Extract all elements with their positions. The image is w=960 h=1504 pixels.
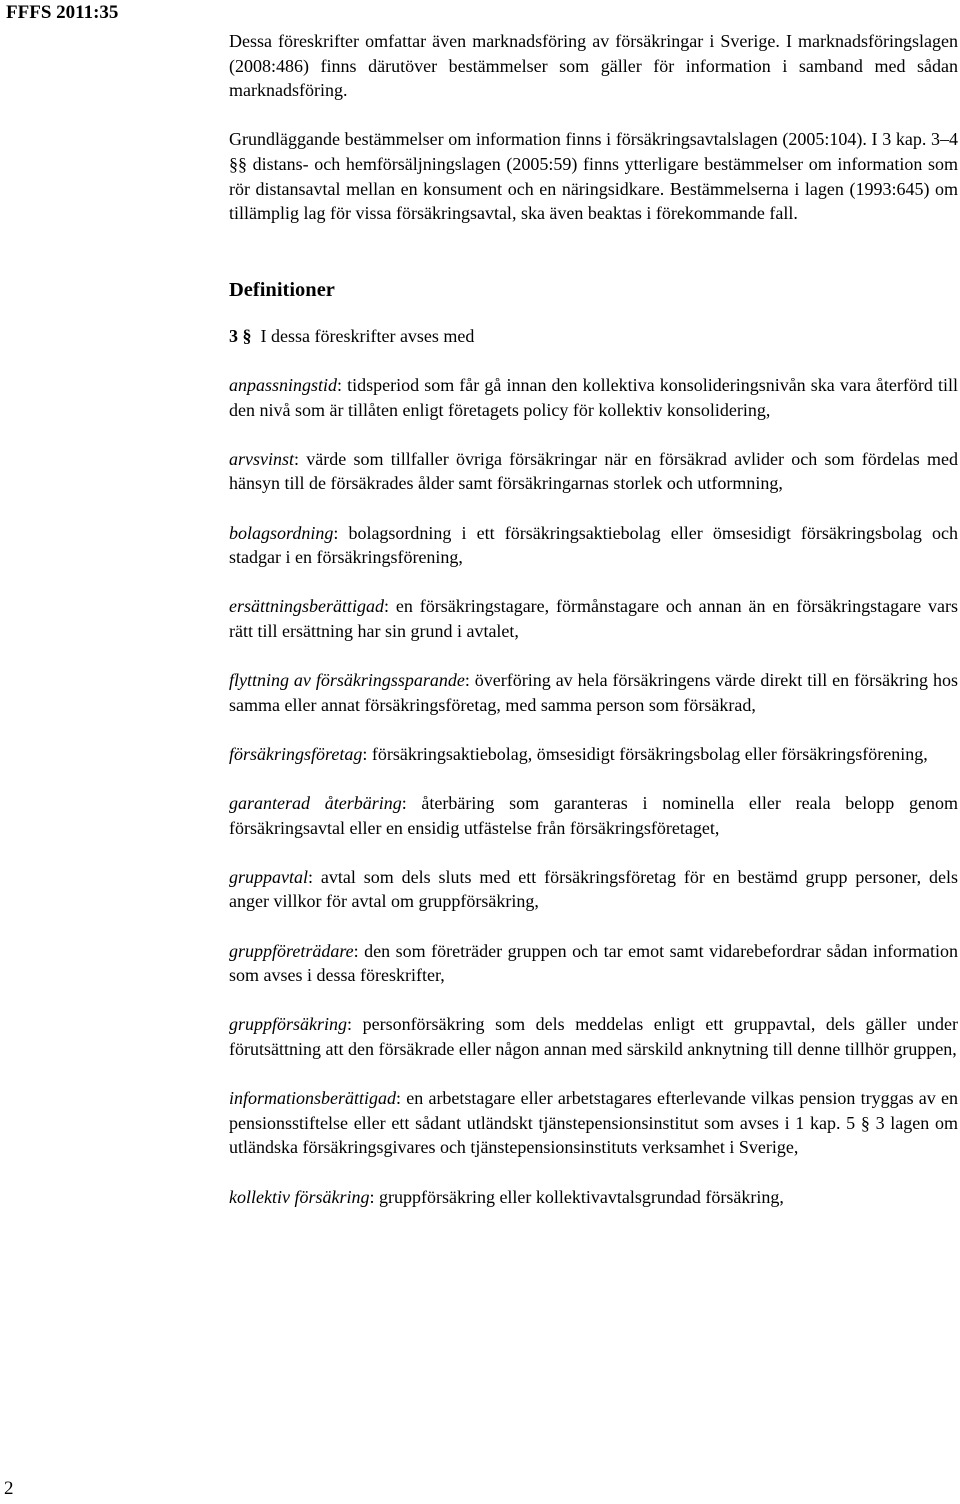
definition-term: ersättningsberättigad bbox=[229, 596, 385, 617]
page-number: 2 bbox=[4, 1478, 14, 1499]
definition-item bbox=[229, 594, 958, 643]
definition-term: arvsvinst bbox=[229, 448, 294, 469]
definition-item bbox=[229, 865, 958, 914]
definition-text: : en arbetstagare eller arbetstagares efterlevande vilkas pension tryggas av en pensionsstiftelse eller ett sådant utländskt tjänstepensionsinstitut som avses i 1 kap. 5 § 3 lagen om utländska försäkringsgivares och tjänstepensionsinstituts verksamhet i Sverige, bbox=[229, 1088, 958, 1158]
definition-text: : avtal som dels sluts med ett försäkringsföretag för en bestämd grupp personer, dels anger villkor för avtal om gruppförsäkring, bbox=[229, 866, 958, 912]
definition-term: anpassningstid bbox=[229, 374, 338, 395]
definition-term: informationsberättigad bbox=[229, 1088, 397, 1109]
definition-item bbox=[229, 521, 958, 570]
definition-term: kollektiv försäkring bbox=[229, 1186, 370, 1207]
definition-text: : personförsäkring som dels meddelas enligt ett gruppavtal, dels gäller under förutsättning att den försäkrade eller någon annan med särskild anknytning till denne tillhör gruppen, bbox=[229, 1014, 958, 1059]
definition-text: : återbäring som garanteras i nominella eller reala belopp genom försäkringsavtal eller en ensidig utfästelse från försäkringsföretaget, bbox=[229, 793, 958, 838]
document-header: FFFS 2011:35 bbox=[6, 2, 119, 23]
definition-item bbox=[229, 668, 958, 717]
definition-text: : gruppförsäkring eller kollektivavtalsgrundad försäkring, bbox=[369, 1186, 784, 1207]
definition-term: gruppavtal bbox=[229, 866, 308, 887]
definition-term: försäkringsföretag bbox=[229, 743, 363, 764]
definition-text: : värde som tillfaller övriga försäkringar när en försäkrad avlider och som fördelas med hänsyn till de försäkrades ålder samt försäkringarnas storlek och utformning, bbox=[229, 448, 958, 494]
section-heading: Definitioner bbox=[229, 278, 335, 301]
document-body bbox=[229, 29, 958, 1234]
definition-text: : tidsperiod som får gå innan den kollektiva konsolideringsnivån ska vara återförd till den nivå som är tillåten enligt företagets policy för kollektiv konsolidering, bbox=[229, 374, 958, 420]
section-intro bbox=[229, 324, 958, 349]
definition-term: gruppförsäkring bbox=[229, 1014, 348, 1035]
definition-term: gruppföreträdare bbox=[229, 940, 354, 961]
definition-item bbox=[229, 791, 958, 840]
definition-item bbox=[229, 1086, 958, 1160]
paragraph: Dessa föreskrifter omfattar även marknadsföring av försäkringar i Sverige. I marknadsföringslagen (2008:486) finns därutöver bestämmelser som gäller för information i samband med sådan marknadsföring. bbox=[229, 31, 958, 101]
definition-item bbox=[229, 1012, 958, 1061]
definition-term: flyttning av försäkringssparande bbox=[229, 670, 465, 691]
definition-term: bolagsordning bbox=[229, 522, 334, 543]
definition-text: : en försäkringstagare, förmånstagare och annan än en försäkringstagare vars rätt till ersättning har sin grund i avtalet, bbox=[229, 596, 958, 641]
definition-item bbox=[229, 1185, 958, 1210]
definition-text: : den som företräder gruppen och tar emot samt vidarebefordrar sådan information som avses i dessa föreskrifter, bbox=[229, 940, 958, 986]
definition-term: garanterad återbäring bbox=[229, 793, 402, 814]
section-intro-text: I dessa föreskrifter avses med bbox=[260, 325, 475, 346]
definition-text: : bolagsordning i ett försäkringsaktiebolag eller ömsesidigt försäkringsbolag och stadgar i en försäkringsförening, bbox=[229, 522, 958, 568]
definition-item bbox=[229, 939, 958, 988]
definition-text: : överföring av hela försäkringens värde direkt till en försäkring hos samma eller annat försäkringsföretag, med samma person som försäkrad, bbox=[229, 670, 958, 715]
definition-text: : försäkringsaktiebolag, ömsesidigt försäkringsbolag eller försäkringsförening, bbox=[362, 743, 928, 764]
definition-item bbox=[229, 373, 958, 422]
section-number: 3 § bbox=[229, 325, 252, 346]
definition-item bbox=[229, 742, 958, 767]
definition-item bbox=[229, 447, 958, 496]
paragraph: Grundläggande bestämmelser om information finns i försäkringsavtalslagen (2005:104). I 3 kap. 3–4 §§ distans- och hemförsäljningslagen (2005:59) finns ytterligare bestämmelser om information som rör distansavtal mellan en konsument och en näringsidkare. Bestämmelserna i lagen (1993:645) om tillämplig lag för vissa försäkringsavtal, ska även beaktas i förekommande fall. bbox=[229, 129, 958, 224]
